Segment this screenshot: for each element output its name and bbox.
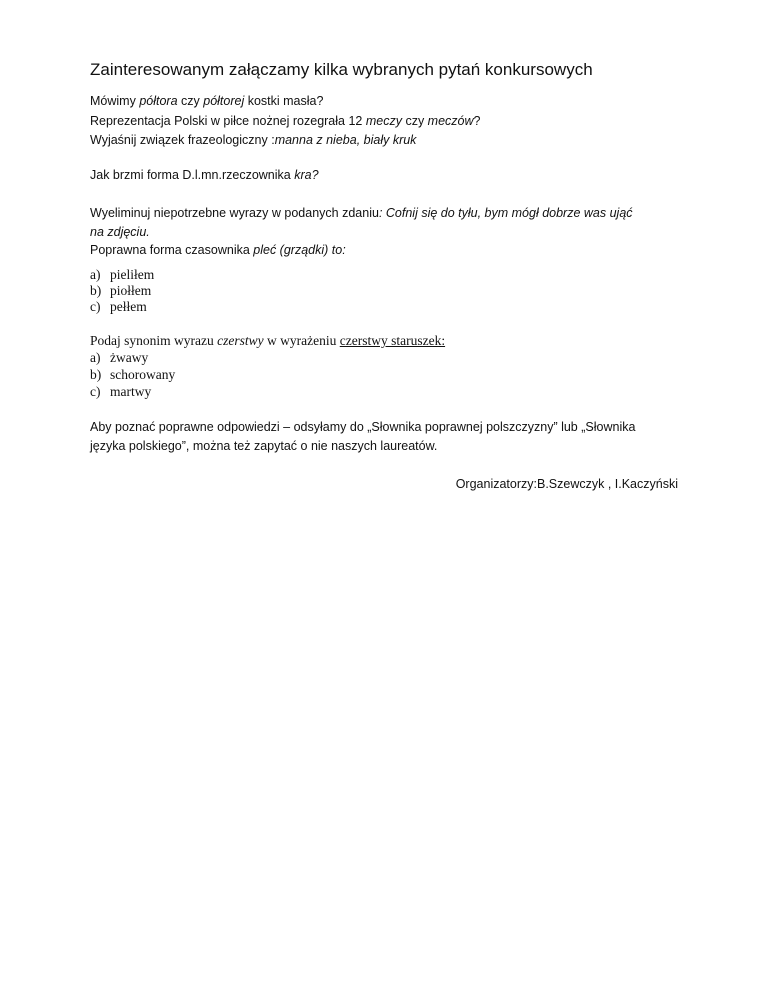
question-eliminate-cont: na zdjęciu.	[90, 225, 150, 239]
word-option-1: półtora	[139, 94, 178, 108]
option-text: pieliłem	[110, 267, 155, 282]
question-text: Wyjaśnij związek frazeologiczny :	[90, 133, 275, 147]
option-letter: b)	[90, 283, 102, 298]
question-text: Wyeliminuj niepotrzebne wyrazy w podanych zdaniu	[90, 206, 379, 220]
question-text: Reprezentacja Polski w piłce nożnej rozegrała 12	[90, 114, 366, 128]
note-line-2: języka polskiego”, można też zapytać o nie naszych laureatów.	[90, 439, 438, 453]
organizers-signature: Organizatorzy:B.Szewczyk , I.Kaczyński	[455, 477, 678, 491]
question-text: Poprawna forma czasownika	[90, 243, 254, 257]
option-letter: b)	[90, 367, 102, 382]
option-text: żwawy	[110, 350, 149, 365]
option-item	[90, 383, 151, 401]
question-phraseology	[90, 131, 416, 149]
word: czerstwy	[217, 333, 264, 348]
word-option-1: meczy	[365, 114, 402, 128]
option-letter: a)	[90, 267, 101, 282]
option-letter: c)	[90, 299, 101, 314]
phrase: czerstwy staruszek:	[339, 333, 446, 348]
question-text: kostki masła?	[244, 94, 324, 108]
note-line-1: Aby poznać poprawne odpowiedzi – odsyłamy do „Słownika poprawnej polszczyzny” lub „Słownika	[90, 420, 636, 434]
option-text: martwy	[110, 384, 152, 399]
option-text: piołłem	[110, 283, 152, 298]
word: kra?	[294, 168, 319, 182]
question-verb-form	[90, 241, 346, 259]
question-text: w wyrażeniu	[263, 333, 340, 348]
question-text: czy	[401, 114, 428, 128]
question-poltora	[90, 92, 323, 110]
question-synonym	[90, 332, 445, 350]
question-kra	[90, 166, 319, 184]
phrase: pleć (grządki) to:	[253, 243, 346, 257]
option-letter: c)	[90, 384, 101, 399]
option-letter: a)	[90, 350, 101, 365]
sentence: : Cofnij się do tyłu, bym mógł dobrze was ująć	[378, 206, 633, 220]
option-item	[90, 366, 175, 384]
word-option-2: meczów	[427, 114, 474, 128]
document-title: Zainteresowanym załączamy kilka wybranych pytań konkursowych	[90, 60, 593, 79]
option-item	[90, 298, 147, 316]
question-text: Mówimy	[90, 94, 140, 108]
question-text: Jak brzmi forma D.l.mn.rzeczownika	[90, 168, 295, 182]
question-text: Podaj synonim wyrazu	[90, 333, 218, 348]
question-meczow	[90, 112, 480, 130]
question-eliminate	[90, 204, 633, 222]
question-text: czy	[177, 94, 204, 108]
question-text: ?	[473, 114, 481, 128]
option-text: schorowany	[110, 367, 176, 382]
phrase: manna z nieba, biały kruk	[274, 133, 417, 147]
option-text: pełłem	[110, 299, 147, 314]
word-option-2: półtorej	[203, 94, 245, 108]
option-item	[90, 349, 148, 367]
